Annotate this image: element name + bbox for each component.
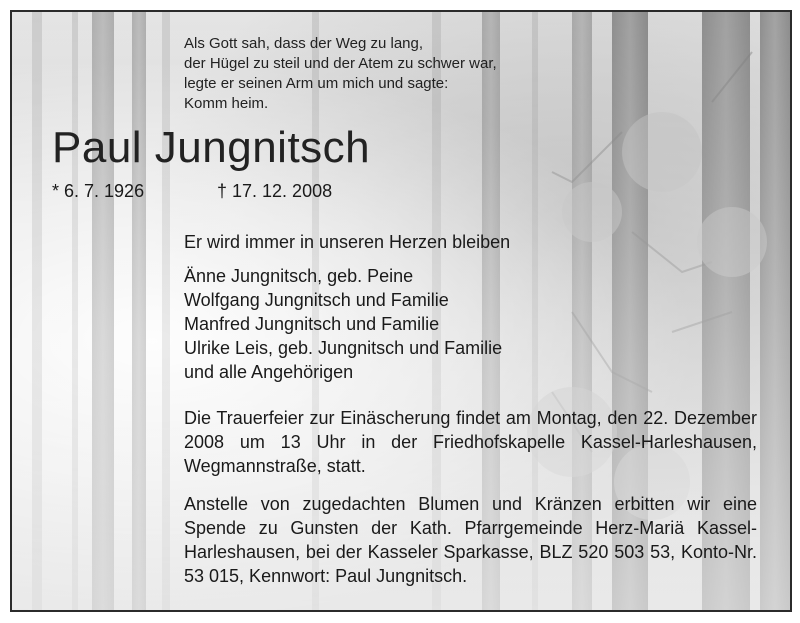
mourner: Wolfgang Jungnitsch und Familie — [184, 290, 449, 310]
death-date: † 17. 12. 2008 — [217, 181, 333, 201]
poem-line: legte er seinen Arm um mich und sagte: — [184, 75, 449, 92]
poem-line: Als Gott sah, dass der Weg zu lang, — [184, 35, 424, 52]
poem-line: Komm heim. — [184, 95, 269, 112]
mourner: Ulrike Leis, geb. Jungnitsch und Familie — [184, 338, 503, 358]
obituary-notice — [10, 10, 792, 612]
mourner: und alle Angehörigen — [184, 362, 354, 382]
motto: Er wird immer in unseren Herzen bleiben — [184, 232, 511, 252]
poem — [184, 34, 497, 114]
deceased-name: Paul Jungnitsch — [52, 123, 371, 172]
birth-date: * 6. 7. 1926 — [52, 181, 145, 201]
mourner: Manfred Jungnitsch und Familie — [184, 314, 440, 334]
mourners-list — [184, 264, 502, 384]
funeral-notice: Die Trauerfeier zur Einäscherung findet am Montag, den 22. Dezember 2008 um 13 Uhr in der Friedhofskapelle Kassel-Harleshausen, Wegmannstraße, statt. — [184, 408, 757, 476]
poem-line: der Hügel zu steil und der Atem zu schwer war, — [184, 55, 497, 72]
donation-notice: Anstelle von zugedachten Blumen und Kränzen erbitten wir eine Spende zu Gunsten der Kath. Pfarrgemeinde Herz-Mariä Kassel-Harleshausen, bei der Kasseler Sparkasse, BLZ 520 503 53, Konto-Nr. 53 015, Kennwort: Paul Jungnitsch. — [184, 494, 757, 586]
mourner: Änne Jungnitsch, geb. Peine — [184, 266, 414, 286]
